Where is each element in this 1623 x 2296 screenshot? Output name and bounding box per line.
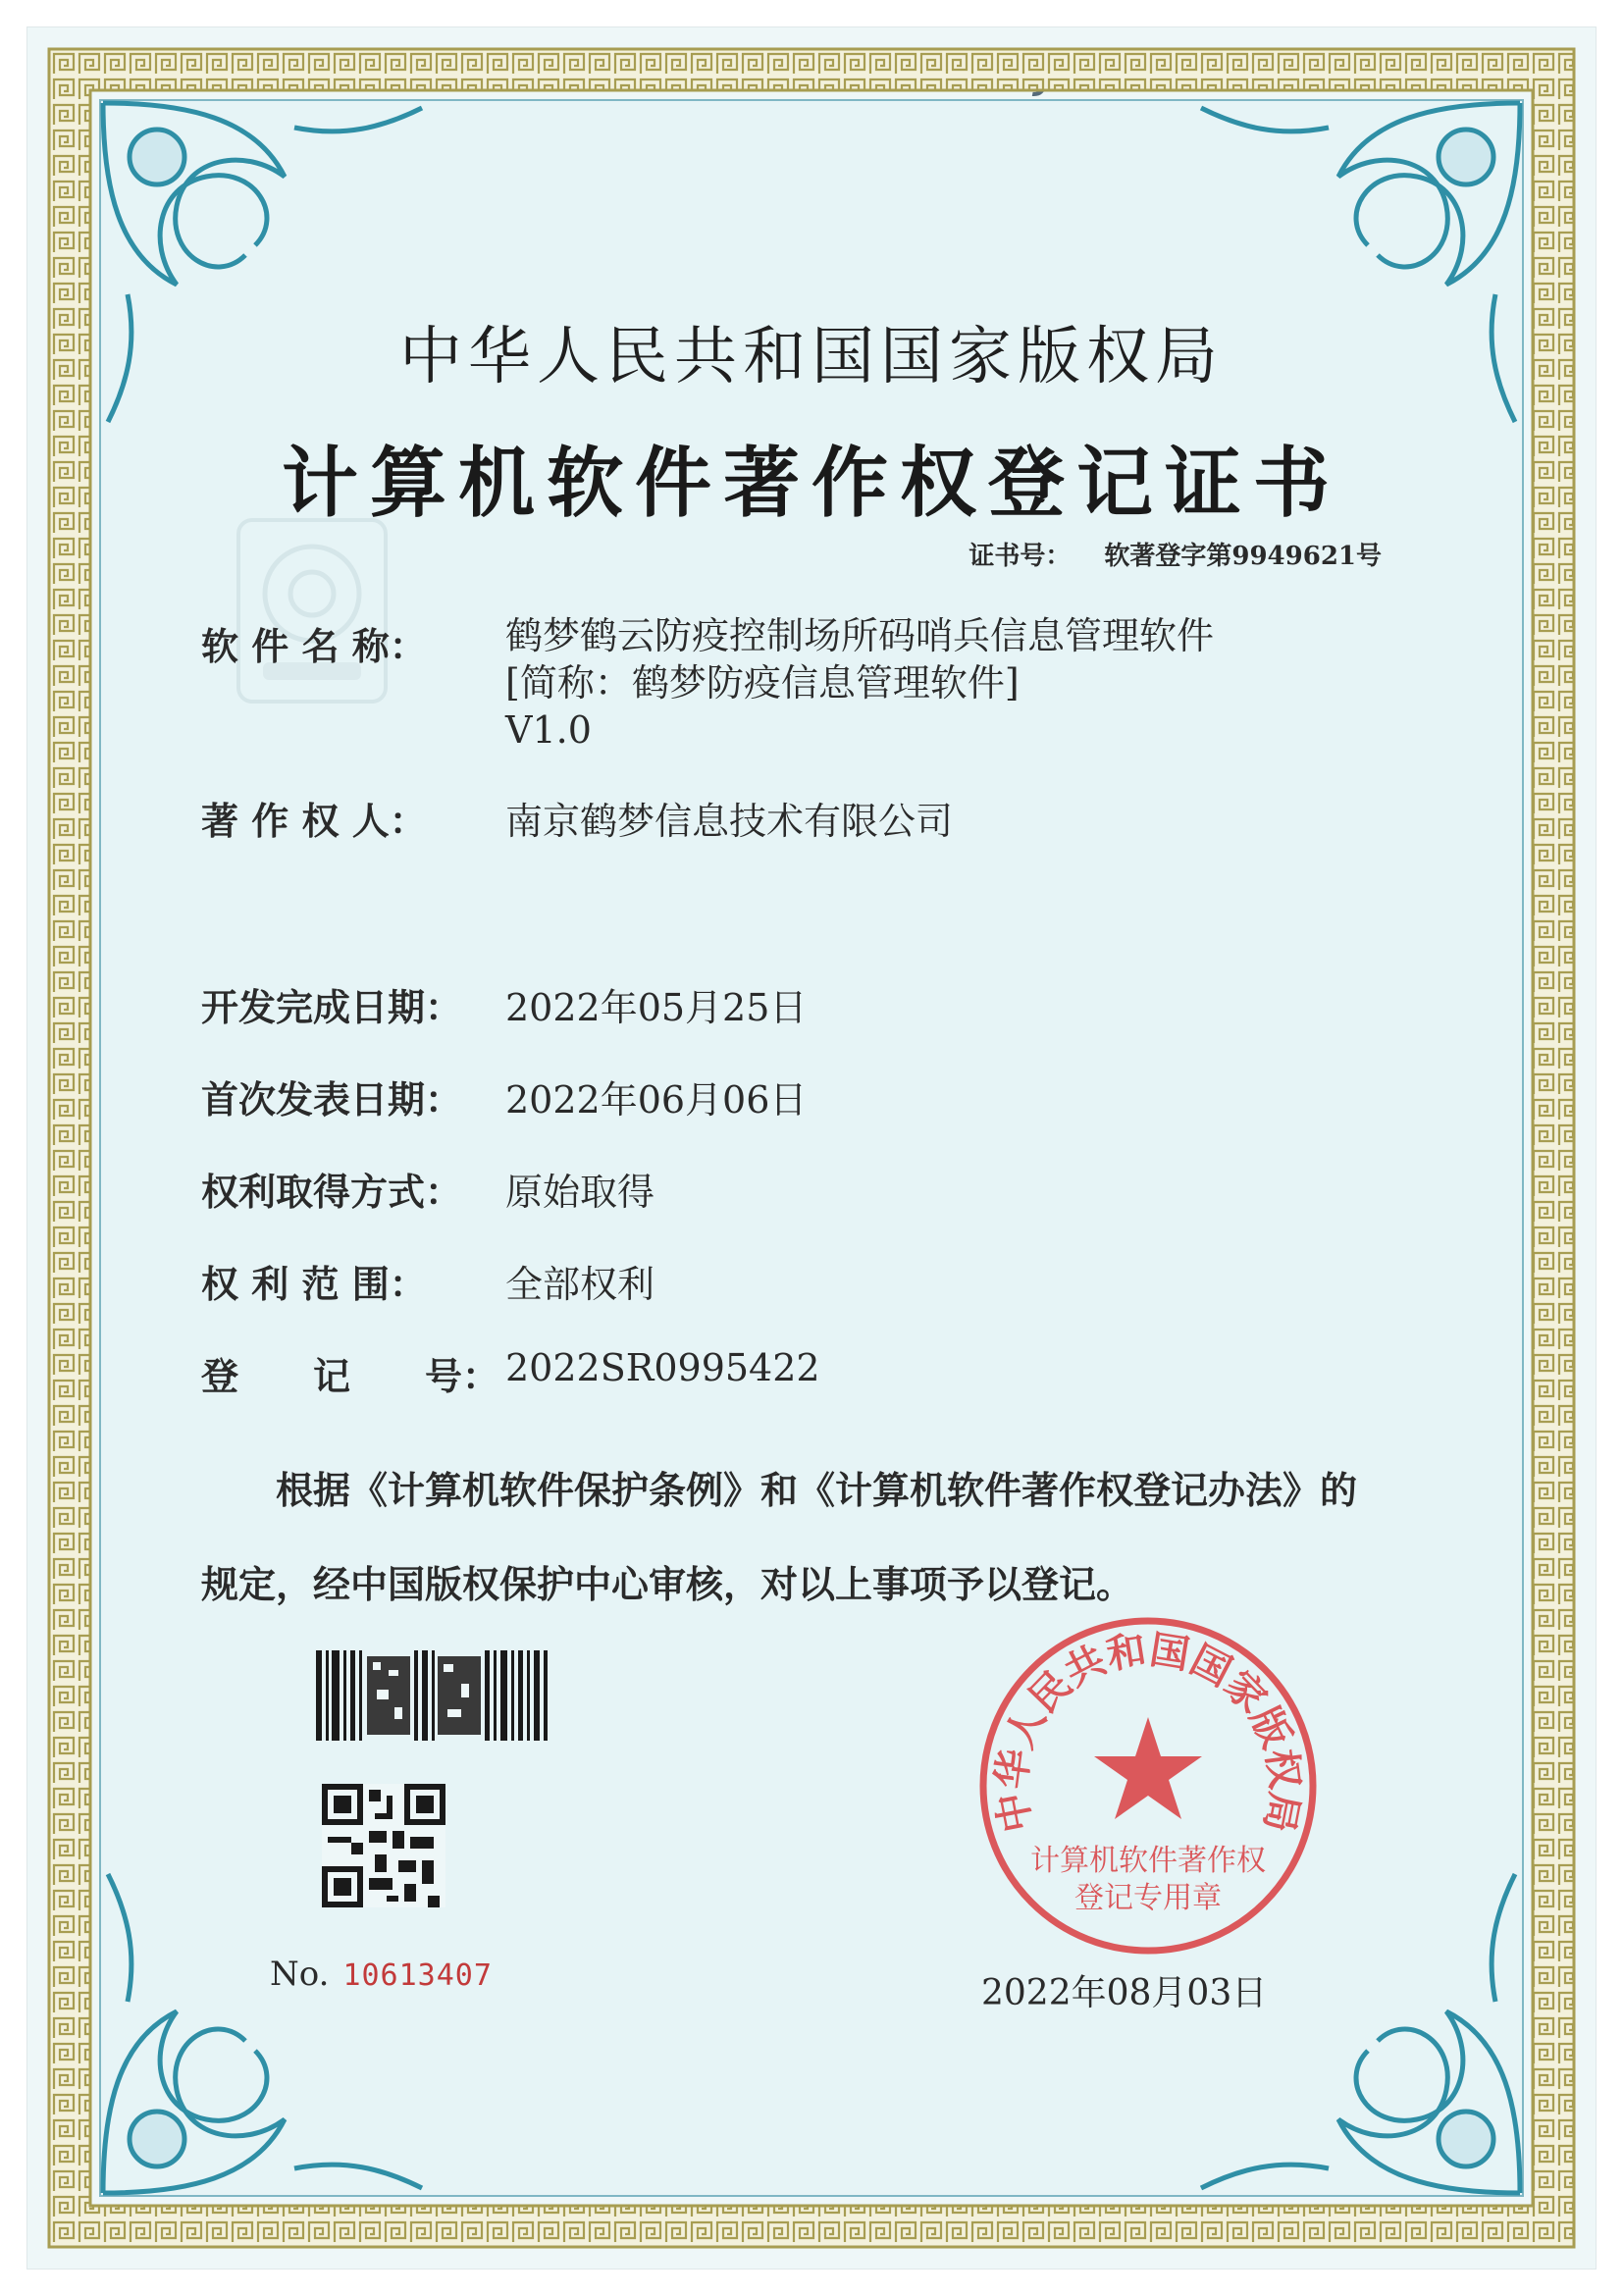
field-copyright-owner	[201, 791, 954, 845]
serial-prefix: No.	[270, 1955, 330, 1994]
certificate-number-value: 软著登字第9949621号	[1104, 542, 1382, 571]
software-name-line: 鹤梦鹤云防疫控制场所码哨兵信息管理软件	[505, 614, 1215, 657]
field-first-publication-date	[201, 1070, 808, 1123]
field-label: 软 件 名 称：	[201, 624, 427, 668]
certificate-title: 计算机软件著作权登记证书	[281, 439, 1341, 528]
seal-star-icon	[1094, 1717, 1202, 1819]
field-software-name	[201, 614, 1215, 752]
software-version-line: V1.0	[505, 708, 592, 752]
statement-line-2: 规定，经中国版权保护中心审核，对以上事项予以登记。	[201, 1562, 1134, 1606]
field-completion-date	[201, 977, 808, 1031]
seal-outer-text: 中华人民共和国国家版权局	[988, 1627, 1308, 1836]
field-label: 登 记 号：	[201, 1354, 500, 1398]
field-label: 首次发表日期：	[201, 1077, 463, 1122]
official-seal	[971, 1609, 1325, 1962]
field-value: 2022SR0995422	[505, 1346, 820, 1389]
field-acquisition-method	[201, 1162, 655, 1216]
field-value: 原始取得	[505, 1171, 655, 1214]
certificate-number-label: 证书号：	[969, 542, 1072, 571]
issue-date: 2022年08月03日	[981, 1973, 1268, 2013]
field-rights-scope	[201, 1254, 655, 1308]
field-registration-number	[201, 1346, 820, 1400]
software-short-name-line: [简称：鹤梦防疫信息管理软件]	[505, 661, 1020, 704]
emblem-watermark	[234, 515, 391, 706]
field-label: 权 利 范 围：	[201, 1262, 427, 1306]
agency-title: 中华人民共和国国家版权局	[399, 321, 1224, 393]
barcode	[316, 1650, 551, 1741]
serial-number	[270, 1955, 493, 1994]
qr-code	[322, 1784, 445, 1907]
seal-inner-line-2: 登记专用章	[1074, 1881, 1222, 1915]
statement-line-1: 根据《计算机软件保护条例》和《计算机软件著作权登记办法》的	[276, 1468, 1358, 1512]
field-value: 2022年06月06日	[505, 1078, 808, 1122]
field-label: 开发完成日期：	[201, 985, 463, 1029]
serial-number-value: 10613407	[342, 1958, 493, 1993]
field-label: 权利取得方式：	[201, 1170, 463, 1214]
field-label: 著 作 权 人：	[201, 799, 427, 843]
field-value: 2022年05月25日	[505, 986, 808, 1029]
field-value: 全部权利	[505, 1263, 655, 1306]
field-value	[505, 612, 1214, 754]
certificate-number	[969, 536, 1382, 572]
field-value: 南京鹤梦信息技术有限公司	[505, 800, 954, 843]
seal-inner-line-1: 计算机软件著作权	[1030, 1844, 1266, 1878]
